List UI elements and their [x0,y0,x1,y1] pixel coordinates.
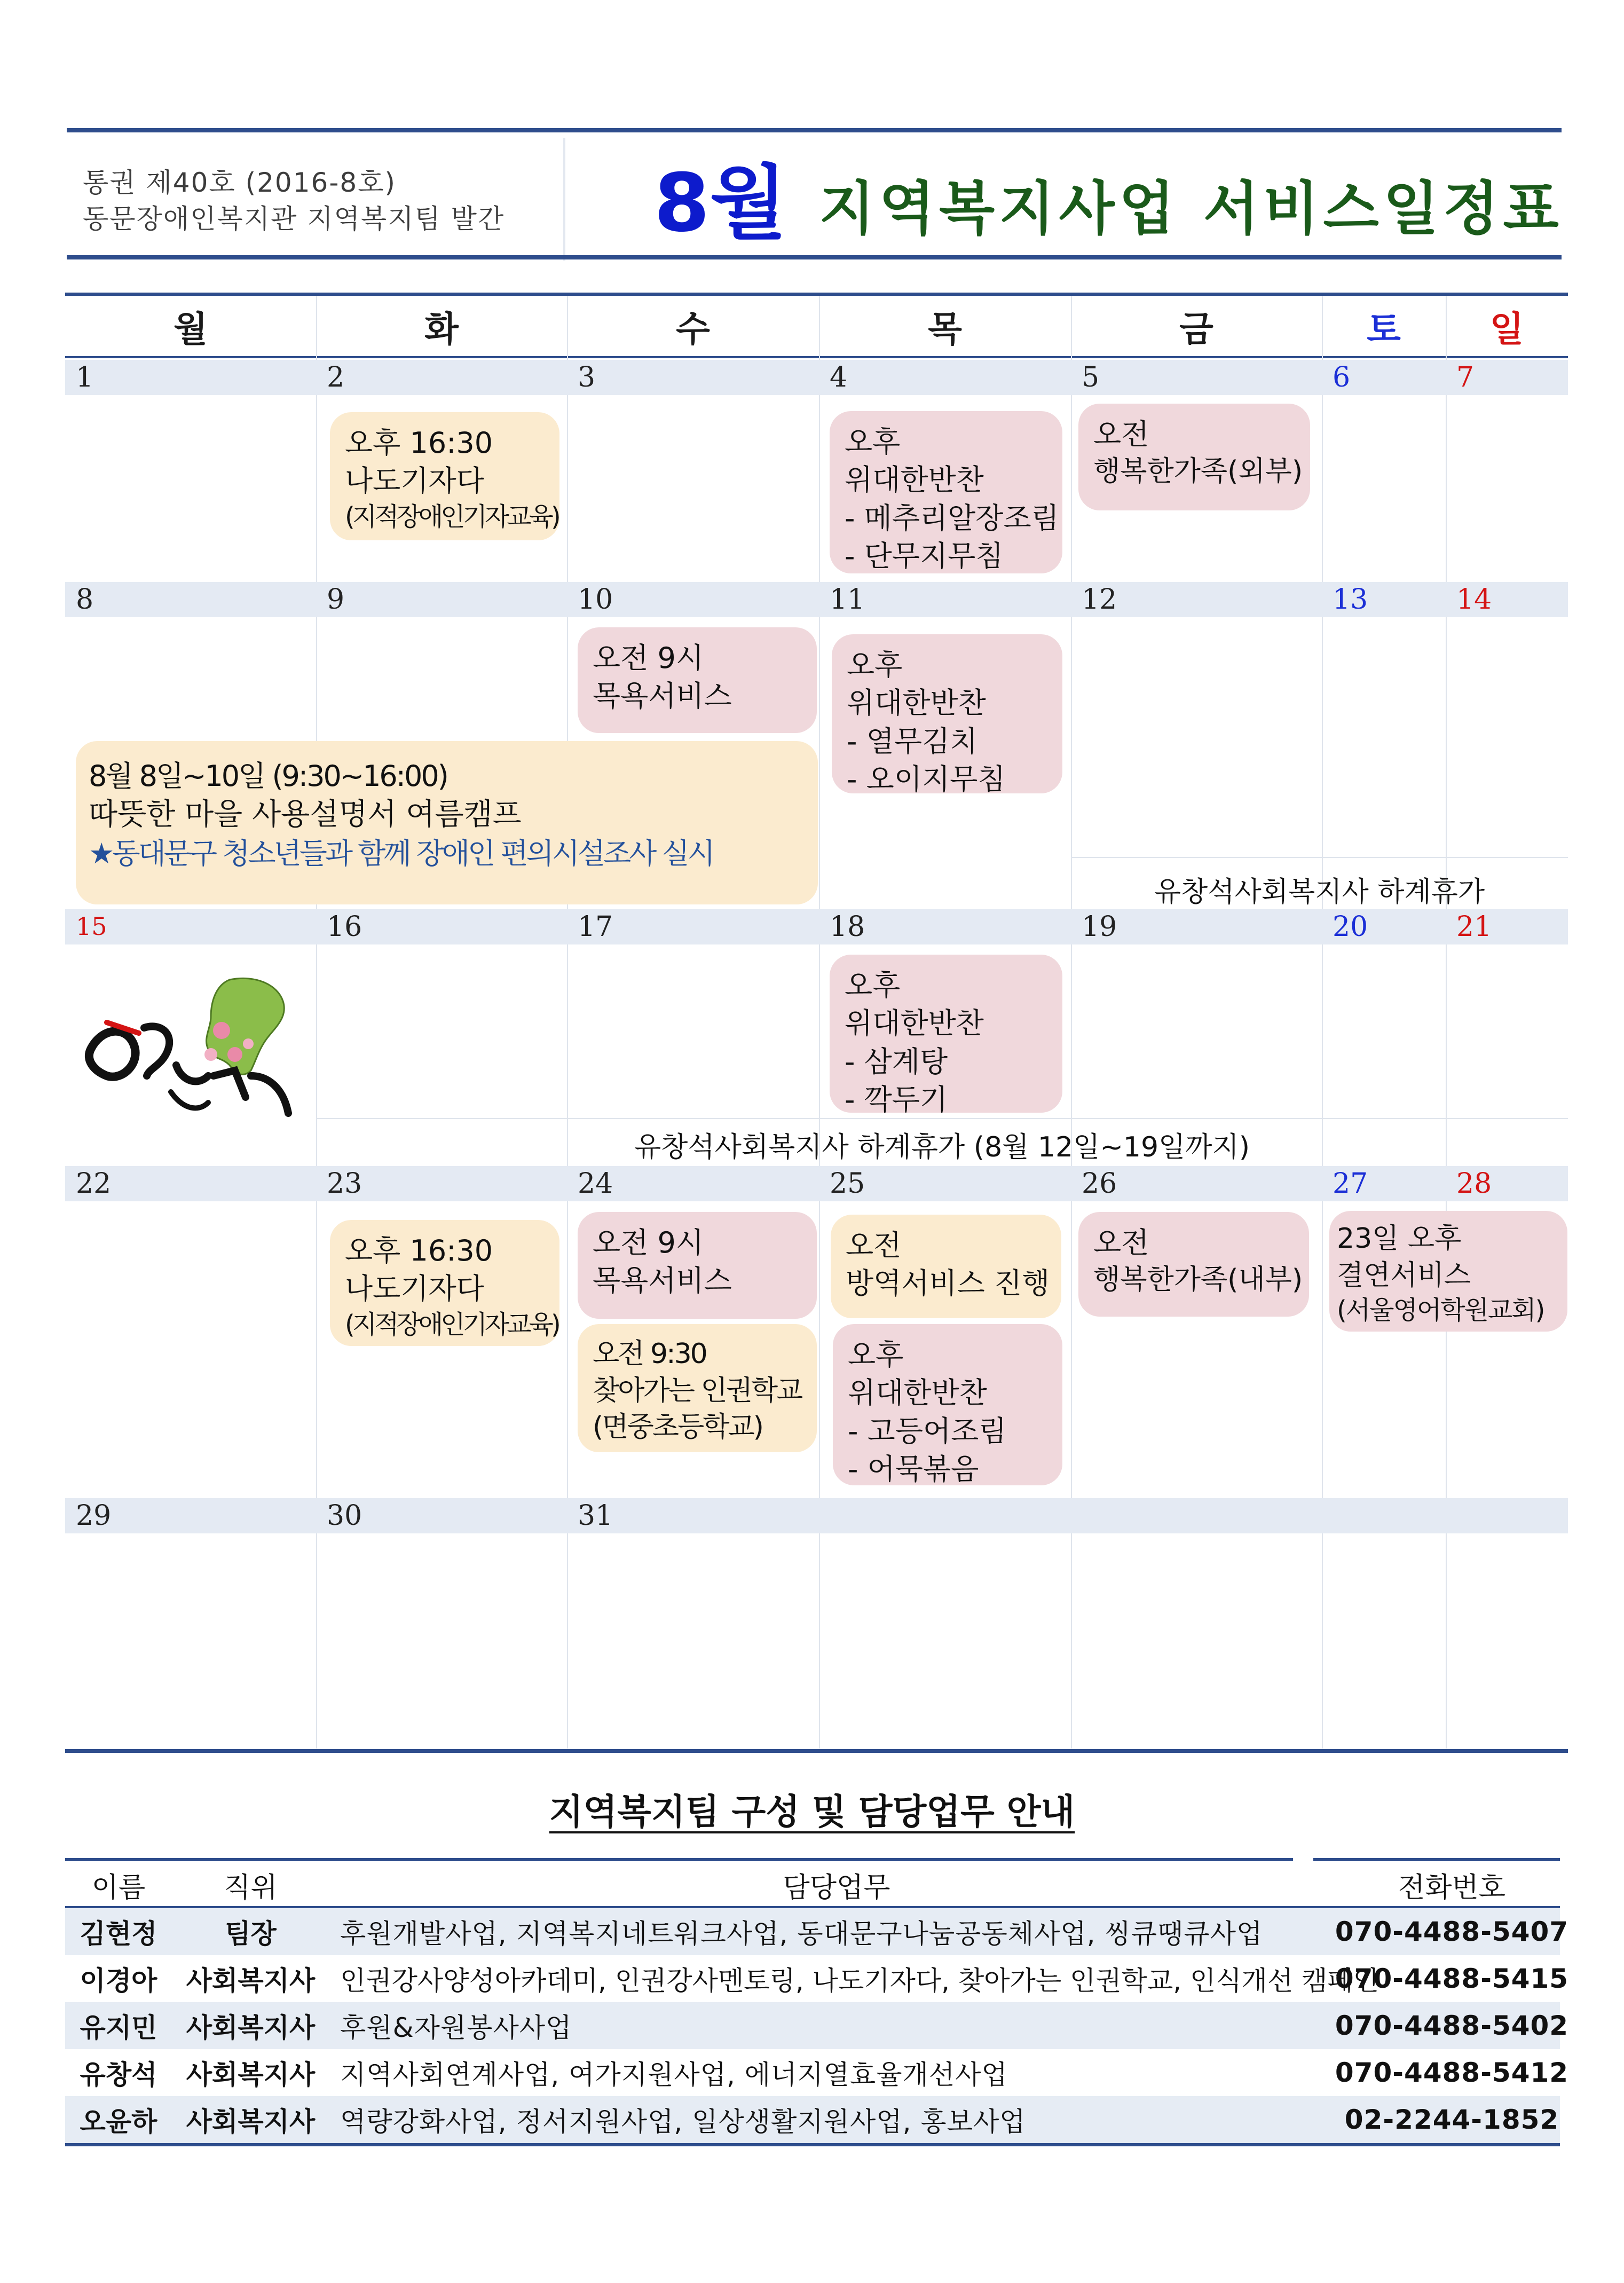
date-30: 30 [327,1500,362,1532]
staff-duties: 역량강화사업, 정서지원사업, 일상생활지원사업, 홍보사업 [340,2106,1026,2137]
date-15: 15 [76,912,107,941]
date-22: 22 [76,1168,112,1200]
date-11: 11 [830,584,865,616]
event-line: 오전 9:30 [593,1338,706,1370]
date-25: 25 [830,1168,865,1200]
vacation-notice-week2: 유창석사회복지사 하계휴가 [1154,876,1485,908]
dayname-sat: 토 [1367,308,1401,350]
event-line: 목욕서비스 [593,679,732,713]
event-line: 나도기자다 [345,1272,484,1306]
date-4: 4 [830,361,848,393]
week5-number-row [65,1498,1568,1533]
staff-duties: 후원&자원봉사사업 [340,2012,572,2043]
event-summer-camp[interactable] [76,741,818,904]
event-line: 오전 [846,1229,902,1262]
event-aug24-human-rights[interactable] [578,1324,817,1452]
dayname-fri: 금 [1179,308,1213,350]
date-2: 2 [327,361,345,393]
event-aug11-side-dish[interactable] [832,634,1062,793]
event-line: 오후 [847,648,903,682]
staff-name: 유창석 [80,2059,157,2090]
staff-position: 사회복지사 [186,2059,316,2090]
date-23: 23 [327,1168,362,1200]
date-5: 5 [1082,361,1100,393]
calendar-bottom-rule [65,1749,1568,1753]
staff-duties: 인권강사양성아카데미, 인권강사멘토링, 나도기자다, 찾아가는 인권학교, 인식개선 캠페인 [340,1965,1379,1996]
event-line: - 열무김치 [847,724,978,758]
date-27: 27 [1333,1168,1368,1200]
table-bottom-rule [65,2143,1560,2146]
event-line: 행복한가족(내부) [1093,1264,1303,1296]
date-19: 19 [1082,911,1117,943]
calendar-top-rule [65,293,1568,296]
dayname-sun: 일 [1489,308,1524,350]
staff-name: 이경아 [80,1965,157,1996]
event-line: 목욕서비스 [593,1264,732,1298]
staff-table-title: 지역복지팀 구성 및 담당업무 안내 [549,1791,1075,1832]
date-20: 20 [1333,911,1368,943]
table-top-rule [1313,1858,1560,1861]
date-7: 7 [1456,361,1475,393]
event-aug24-bath[interactable] [578,1212,817,1319]
header-name: 이름 [91,1871,146,1904]
dayname-wed: 수 [676,308,710,350]
date-14: 14 [1456,584,1492,616]
event-aug10-bath[interactable] [578,627,817,733]
event-line: 위대한반찬 [845,1006,984,1041]
staff-phone: 02-2244-1852 [1344,2104,1559,2135]
table-top-rule [65,1858,1293,1861]
date-8: 8 [76,584,94,616]
event-line: - 오이지무침 [847,762,1006,793]
staff-position: 사회복지사 [186,1965,316,1996]
title-text: 지역복지사업 서비스일정표 [819,176,1563,242]
date-6: 6 [1333,361,1351,393]
dayname-mon: 월 [174,308,208,350]
event-line: (서울영어학원교회) [1337,1295,1544,1326]
header-bottom-rule [67,255,1562,259]
vacation-notice-week3: 유창석사회복지사 하계휴가 (8월 12일~19일까지) [634,1131,1250,1163]
table-row [65,2002,1569,2049]
date-29: 29 [76,1500,112,1532]
event-aug23-reporter[interactable] [330,1220,559,1346]
event-line: 위대한반찬 [848,1376,987,1410]
event-line: 방역서비스 진행 [846,1266,1050,1301]
event-line: 8월 8일~10일 (9:30~16:00) [89,759,447,793]
event-aug2-reporter[interactable] [330,412,559,540]
date-21: 21 [1456,911,1492,943]
staff-duties: 후원개발사업, 지역복지네트워크사업, 동대문구나눔공동체사업, 씽큐땡큐사업 [340,1918,1263,1949]
date-31: 31 [578,1500,613,1532]
event-aug25-side-dish[interactable] [833,1324,1062,1485]
event-line: 오전 [1093,418,1149,451]
table-row [65,2049,1569,2096]
event-line: 오후 16:30 [345,1234,493,1268]
header-position: 직위 [224,1871,278,1904]
date-9: 9 [327,584,345,616]
staff-phone: 070-4488-5415 [1335,1963,1569,1994]
event-line: 오전 [1093,1226,1149,1259]
staff-name: 김현정 [80,1918,157,1949]
date-24: 24 [578,1168,613,1200]
event-aug5-happy-family[interactable] [1078,404,1310,510]
event-line: 오후 16:30 [345,426,493,460]
header-divider [563,138,565,261]
staff-phone: 070-4488-5412 [1335,2057,1569,2088]
staff-phone: 070-4488-5402 [1335,2010,1569,2041]
event-aug27-sponsorship[interactable] [1329,1211,1567,1332]
date-1: 1 [76,361,94,393]
event-line: 결연서비스 [1337,1259,1471,1292]
date-17: 17 [578,911,613,943]
event-line: (지적장애인기자교육) [345,501,558,532]
event-aug4-side-dish[interactable] [830,411,1062,573]
staff-position: 사회복지사 [186,2012,316,2043]
staff-name: 오윤하 [80,2106,157,2137]
event-line: - 깍두기 [845,1082,948,1113]
event-line: 23일 오후 [1337,1223,1462,1255]
event-line: 오후 [845,969,901,1002]
event-line: 오후 [845,425,901,459]
event-line: 찾아가는 인권학교 [593,1374,802,1407]
event-line: - 어묵볶음 [848,1452,979,1485]
staff-duties: 지역사회연계사업, 여가지원사업, 에너지열효율개선사업 [340,2059,1008,2090]
table-row [65,1955,1569,2002]
event-line: 위대한반찬 [845,463,984,497]
page-title [654,157,1563,250]
staff-name: 유지민 [80,2012,157,2043]
event-line: ★동대문구 청소년들과 함께 장애인 편의시설조사 실시 [89,837,713,871]
event-line: - 단무지무침 [845,539,1004,573]
header-top-rule [67,128,1562,132]
staff-position: 팀장 [225,1918,277,1949]
date-12: 12 [1082,584,1117,616]
dayname-tue: 화 [424,308,459,350]
header-phone: 전화번호 [1398,1871,1505,1904]
event-line: (면중초등학교) [593,1411,762,1444]
table-row [65,1908,1569,1955]
event-line: 나도기자다 [345,464,484,498]
staff-position: 사회복지사 [186,2106,316,2137]
date-16: 16 [327,911,362,943]
event-line: - 고등어조림 [848,1414,1007,1448]
liberation-day-logo [75,969,299,1129]
event-aug26-happy-family[interactable] [1078,1212,1309,1317]
event-line: (지적장애인기자교육) [345,1309,558,1340]
date-13: 13 [1333,584,1368,616]
staff-phone: 070-4488-5407 [1335,1916,1569,1947]
dayname-thu: 목 [928,308,962,350]
table-row [65,2096,1560,2143]
event-line: 오전 9시 [593,641,704,675]
title-month: 8월 [654,157,787,250]
date-28: 28 [1456,1168,1492,1200]
date-26: 26 [1082,1168,1117,1200]
event-aug25-disinfection[interactable] [831,1215,1061,1318]
event-line: - 삼계탕 [845,1044,948,1078]
date-3: 3 [578,361,596,393]
event-line: 따뜻한 마을 사용설명서 여름캠프 [89,797,522,832]
publisher: 동문장애인복지관 지역복지팀 발간 [83,203,505,234]
date-18: 18 [830,911,865,943]
date-10: 10 [578,584,613,616]
event-line: 오후 [848,1338,904,1372]
issue-number: 통권 제40호 (2016-8호) [83,167,397,198]
col-line [1071,857,1568,858]
calendar-header-rule [65,356,1568,358]
event-line: 행복한가족(외부) [1093,455,1303,488]
event-line: 위대한반찬 [847,686,986,720]
event-line: - 메추리알장조림 [845,501,1059,535]
event-aug18-side-dish[interactable] [830,955,1062,1113]
col-line [316,1118,1568,1119]
header-duties: 담당업무 [783,1871,890,1904]
event-line: 오전 9시 [593,1226,704,1259]
